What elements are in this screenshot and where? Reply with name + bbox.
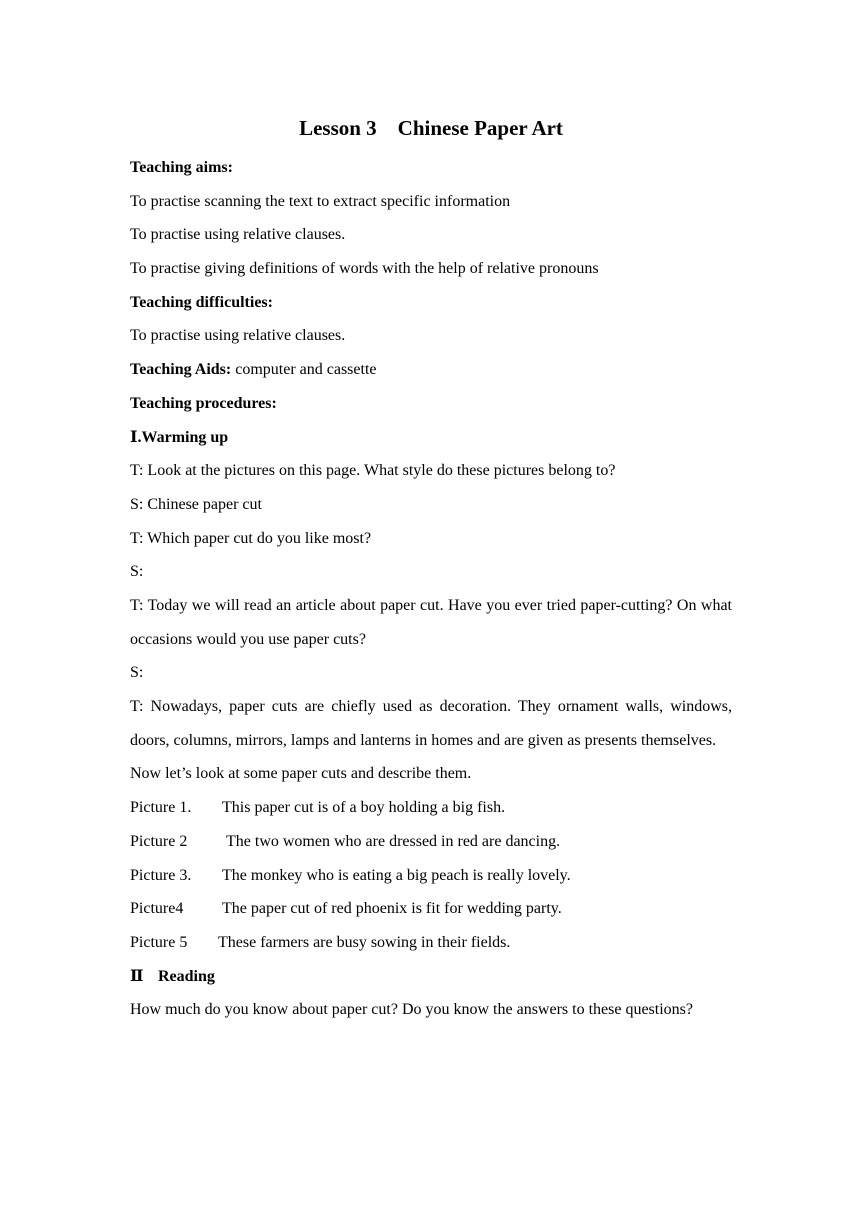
dialogue-line: S: <box>130 664 144 682</box>
section-reading-heading <box>130 960 732 994</box>
dialogue-line: T: Look at the pictures on this page. What style do these pictures belong to? <box>130 462 616 480</box>
picture-description <box>130 825 732 859</box>
aim-item: To practise using relative clauses. <box>130 226 346 244</box>
picture-label: Picture4 <box>130 900 184 918</box>
picture-text: This paper cut is of a boy holding a big fish. <box>222 799 506 817</box>
section-numeral: Ⅱ <box>130 967 144 985</box>
teaching-procedures-heading: Teaching procedures: <box>130 394 277 412</box>
lesson-title: Lesson 3 Chinese Paper Art <box>299 116 563 140</box>
picture-text: These farmers are busy sowing in their fields. <box>218 933 511 951</box>
section-warming-up-heading <box>130 421 732 455</box>
picture-label: Picture 2 <box>130 832 188 850</box>
difficulty-item: To practise using relative clauses. <box>130 327 346 345</box>
dialogue-line: T: Which paper cut do you like most? <box>130 529 372 547</box>
teaching-aids-value: computer and cassette <box>231 361 377 379</box>
picture-description <box>130 791 732 825</box>
picture-text: The monkey who is eating a big peach is really lovely. <box>222 866 571 884</box>
section-numeral: Ⅰ. <box>130 428 142 446</box>
dialogue-line: S: <box>130 563 144 581</box>
picture-label: Picture 3. <box>130 866 192 884</box>
picture-text: The two women who are dressed in red are dancing. <box>226 832 561 850</box>
teaching-aims-heading: Teaching aims: <box>130 159 233 176</box>
picture-description <box>130 859 732 893</box>
picture-description <box>130 892 732 926</box>
reading-question: How much do you know about paper cut? Do you know the answers to these questions? <box>130 1001 693 1019</box>
picture-label: Picture 1. <box>130 799 192 817</box>
section-title: Warming up <box>141 428 229 446</box>
teaching-difficulties-heading: Teaching difficulties: <box>130 293 273 311</box>
picture-label: Picture 5 <box>130 933 188 951</box>
dialogue-paragraph: T: Nowadays, paper cuts are chiefly used as decoration. They ornament walls, windows, doors, columns, mirrors, lamps and lanterns in homes and are given as presents themselves. <box>130 698 732 749</box>
picture-description <box>130 926 732 960</box>
document-page <box>130 112 732 1027</box>
picture-text: The paper cut of red phoenix is fit for wedding party. <box>222 900 562 918</box>
dialogue-paragraph: T: Today we will read an article about paper cut. Have you ever tried paper-cutting? On what occasions would you use paper cuts? <box>130 596 732 648</box>
teaching-aids <box>130 353 732 387</box>
aim-item: To practise scanning the text to extract specific information <box>130 192 511 210</box>
section-title: Reading <box>158 967 215 985</box>
dialogue-line: S: Chinese paper cut <box>130 495 262 513</box>
aim-item: To practise giving definitions of words with the help of relative pronouns <box>130 260 599 278</box>
describe-intro: Now let’s look at some paper cuts and describe them. <box>130 765 472 783</box>
teaching-aids-label: Teaching Aids: <box>130 361 232 379</box>
